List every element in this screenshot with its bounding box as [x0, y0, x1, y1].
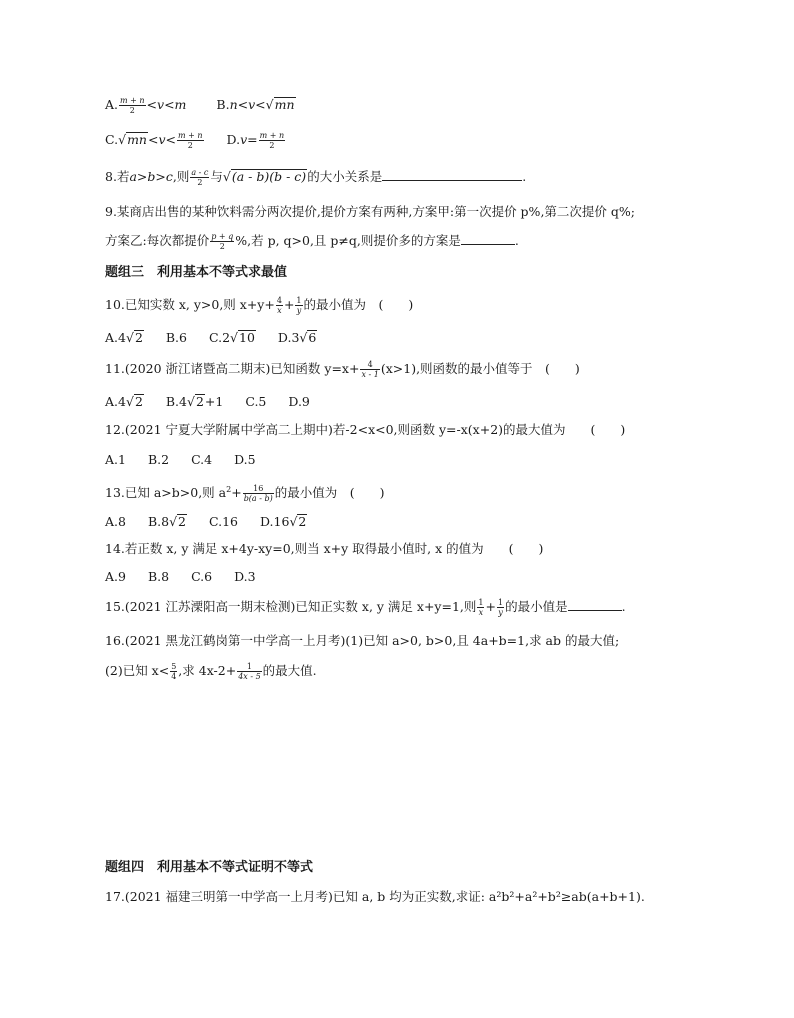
q12-option-a: A.1 [105, 452, 126, 467]
group3-heading: 题组三 利用基本不等式求最值 [105, 265, 288, 280]
q9-answer-blank [461, 232, 515, 245]
q11-option-b: B.4√2+1 [165, 394, 224, 409]
q12-option-b: B.2 [147, 452, 170, 467]
q7-option-b: B.n<v<√mn [216, 97, 295, 112]
group4-heading: 题组四 利用基本不等式证明不等式 [105, 860, 314, 875]
q14-option-c: C.6 [191, 569, 213, 584]
q10-option-b: B.6 [165, 330, 187, 345]
q16-line-2: (2)已知 x< $\frac{5}{4}$ ,求 4x-2+ $\frac{1}{4x - 5}$ 的最大值. [105, 662, 317, 681]
q13-option-a: A.8 [105, 514, 126, 529]
q11-stem: 11.(2020 浙江诸暨高二期末)已知函数 y=x+ $\frac{4}{x - 1}$ (x>1),则函数的最小值等于 ( ) [105, 360, 580, 379]
q15-stem: 15.(2021 江苏溧阳高一期末检测)已知正实数 x, y 满足 x+y=1,则 $\frac{1}{x}$ + $\frac{1}{y}$ 的最小值是 . [105, 598, 626, 617]
q17-stem: 17.(2021 福建三明第一中学高一上月考)已知 a, b 均为正实数,求证: a²b²+a²+b²≥ab(a+b+1). [105, 889, 645, 904]
q15-answer-blank [568, 598, 622, 611]
q12-stem: 12.(2021 宁夏大学附属中学高二上期中)若-2<x<0,则函数 y=-x(x+2)的最大值为 ( ) [105, 422, 626, 437]
q13-option-d: D.16√2 [259, 514, 307, 529]
q7-options-row-2 [105, 131, 304, 150]
q10-option-a: A.4√2 [105, 330, 143, 345]
q16-line-1: 16.(2021 黑龙江鹤岗第一中学高一上月考)(1)已知 a>0, b>0,且 4a+b=1,求 ab 的最大值; [105, 633, 620, 648]
q13-option-b: B.8√2 [147, 514, 186, 529]
q7-option-a: A. $\frac{m + n}{2}$ <v<m [105, 96, 187, 115]
q11-options [105, 393, 328, 411]
q14-option-d: D.3 [234, 569, 256, 584]
q8-answer-blank [382, 168, 522, 181]
q14-option-b: B.8 [147, 569, 170, 584]
q12-option-d: D.5 [234, 452, 256, 467]
q11-option-c: C.5 [245, 394, 267, 409]
q9-line-2: 方案乙:每次都提价 $\frac{p + q}{2}$ %,若 p, q>0,且 p≠q,则提价多的方案是 . [105, 232, 519, 251]
q9-line-1: 9.某商店出售的某种饮料需分两次提价,提价方案有两种,方案甲:第一次提价 p%,第二次提价 q%; [105, 204, 635, 219]
q13-options [105, 513, 325, 531]
q10-option-d: D.3√6 [277, 330, 317, 345]
q13-stem: 13.已知 a>b>0,则 $a^2+$ $\frac{16}{b(a - b)}$ 的最小值为 ( ) [105, 484, 385, 504]
q12-options [105, 451, 274, 469]
q7-options-row-1 [105, 96, 314, 115]
q14-option-a: A.9 [105, 569, 126, 584]
q7-option-d: D.v= $\frac{m + n}{2}$ [226, 131, 285, 150]
q11-option-d: D.9 [288, 394, 310, 409]
q12-option-c: C.4 [191, 452, 213, 467]
q14-options [105, 568, 274, 586]
q7-option-c: C.√mn<v< $\frac{m + n}{2}$ [105, 131, 203, 150]
q10-option-c: C.2√10 [208, 330, 255, 345]
q8-question: 8.若a>b>c,则 $\frac{a - c}{2}$ 与√(a - b)(b - c)的大小关系是 . [105, 168, 527, 187]
q10-stem: 10.已知实数 x, y>0,则 x+y+ $\frac{4}{x}$ + $\frac{1}{y}$ 的最小值为 ( ) [105, 296, 414, 315]
q11-option-a: A.4√2 [105, 394, 143, 409]
q10-options [105, 329, 335, 347]
q13-option-c: C.16 [208, 514, 238, 529]
q14-stem: 14.若正数 x, y 满足 x+4y-xy=0,则当 x+y 取得最小值时, x 的值为 ( ) [105, 541, 544, 556]
